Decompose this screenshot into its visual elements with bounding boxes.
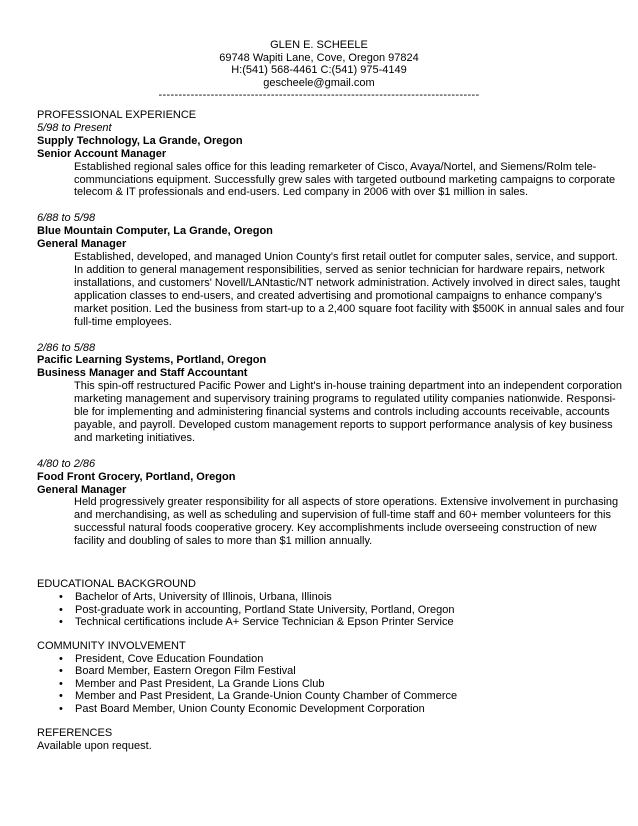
resume-body [37,109,625,752]
education-item [37,616,607,629]
job-company: Supply Technology, La Grande, Oregon [37,134,243,147]
job-dates: 5/98 to Present [37,121,112,134]
job-description-line: marketing management and supervisory training programs to regulated utility companies nationwide. Responsi- [74,393,616,406]
job-description-line: communciations equipment. Successfully grew sales with targeted outbound marketing campaigns to corporate [74,173,616,186]
job-description-line: and marketing initiatives. [74,431,196,444]
bullet-icon: • [59,591,63,603]
community-item-text: Member and Past President, La Grande-Union County Chamber of Commerce [75,690,458,703]
job-entry [37,457,619,548]
experience-heading: PROFESSIONAL EXPERIENCE [37,109,197,121]
community-item-text: Board Member, Eastern Oregon Film Festival [75,665,296,678]
contact-header [0,39,638,102]
phone-numbers: H:(541) 568-4461 C:(541) 975-4149 [231,64,407,77]
job-entry [37,121,616,199]
experience-list [37,121,625,548]
job-description-line: In addition to general management responsibilities, served as senior technician for hardware repairs, network [74,263,605,276]
education-item [37,604,607,617]
job-description-line: This spin-off restructured Pacific Power and Light's in-house training department into an independent corporation [74,380,622,393]
job-description-line: Held progressively greater responsibility for all aspects of store operations. Extensive involvement in purchasing [74,496,619,509]
street-address: 69748 Wapiti Lane, Cove, Oregon 97824 [219,51,419,64]
job-description [74,496,619,548]
job-description-line: Established, developed, and managed Union County's first retail outlet for computer sales, service, and support. [74,251,618,264]
bullet-icon: • [59,616,63,629]
bullet-icon: • [59,703,63,716]
job-entry [37,212,625,328]
community-item-text: Past Board Member, Union County Economic Development Corporation [75,703,425,716]
job-company: Blue Mountain Computer, La Grande, Oregon [37,225,273,238]
job-title: Senior Account Manager [37,147,167,160]
job-description-line: market position. Led the business from start-up to a 2,400 square foot facility with $500K in annual sales and four [74,302,625,315]
community-item [37,703,607,716]
job-dates: 2/86 to 5/88 [37,341,96,354]
community-heading: COMMUNITY INVOLVEMENT [37,639,186,652]
community-item-text: President, Cove Education Foundation [75,652,264,665]
job-description [74,160,616,200]
references-text: Available upon request. [37,739,152,752]
bullet-icon: • [59,677,63,690]
job-description [74,251,625,328]
community-item [37,678,607,691]
education-item-text: Technical certifications include A+ Service Technician & Epson Printer Service [75,616,454,629]
bullet-icon: • [59,603,63,616]
education-item-text: Post-graduate work in accounting, Portland State University, Portland, Oregon [75,603,455,616]
community-item-text: Member and Past President, La Grande Lions Club [75,677,325,690]
job-company: Pacific Learning Systems, Portland, Oregon [37,354,267,367]
job-description-line: ble for implementing and administering financial systems and controls including accounts receivable, accounts [74,406,610,419]
job-description-line: Established regional sales office for this leading remarketer of Cisco, Avaya/Nortel, and Siemens/Rolm tele- [74,160,597,173]
community-item [37,690,607,703]
job-title: General Manager [37,238,127,251]
job-dates: 6/88 to 5/98 [37,212,96,225]
job-title: Business Manager and Staff Accountant [37,367,248,380]
community-list [37,653,607,716]
education-heading: EDUCATIONAL BACKGROUND [37,578,196,591]
job-description [74,380,622,445]
education-item [37,591,607,604]
bullet-icon: • [59,652,63,665]
education-item-text: Bachelor of Arts, University of Illinois, Urbana, Illinois [75,591,332,603]
job-description-line: facility and doubling of sales to more than $1 million annually. [74,535,373,548]
job-dates: 4/80 to 2/86 [37,457,96,470]
community-item [37,665,607,678]
community-item [37,653,607,666]
education-list [37,591,607,629]
bullet-icon: • [59,665,63,678]
job-description-line: application classes to end-users, and created advertising and promotional campaigns to enhance company's [74,289,602,302]
job-company: Food Front Grocery, Portland, Oregon [37,470,236,483]
header-divider: -------------------------------------------------------------------------------- [158,89,480,102]
job-title: General Manager [37,483,127,496]
bullet-icon: • [59,690,63,703]
job-description-line: payable, and payroll. Developed custom management reports to support performance analysis of key business [74,418,613,431]
job-entry [37,341,622,445]
job-description-line: telecom & IT professionals and end-users. Led company in 2006 with over $1 million in sales. [74,186,529,199]
job-description-line: full-time employees. [74,315,172,328]
job-description-line: and merchandising, as well as scheduling and supervision of full-time staff and 60+ member volunteers for this [74,509,611,522]
applicant-name: GLEN E. SCHEELE [270,39,368,51]
job-description-line: installations, and customers' Novell/LANtastic/NT network administration. Actively involved in direct sales, taught [74,276,621,289]
job-description-line: successful natural foods cooperative grocery. Key accomplishments include overseeing construction of new [74,522,597,535]
email-address: gescheele@gmail.com [263,76,375,89]
references-heading: REFERENCES [37,726,113,739]
